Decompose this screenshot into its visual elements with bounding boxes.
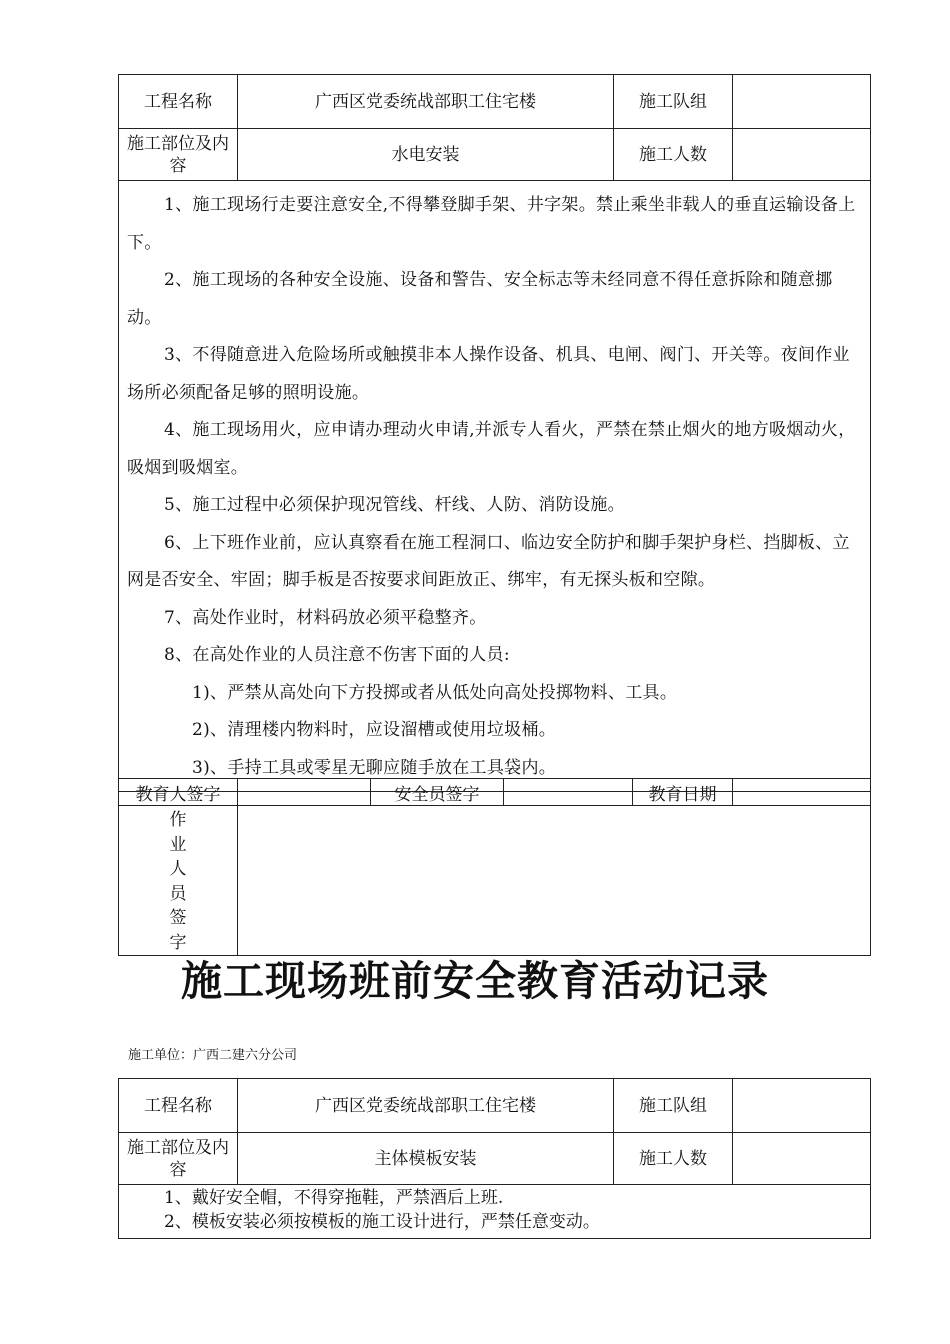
content-item: 7、高处作业时，材料码放必须平稳整齐。 <box>164 607 487 628</box>
content-item: 1、戴好安全帽，不得穿拖鞋，严禁酒后上班. <box>164 1188 504 1208</box>
content-item: 8、在高处作业的人员注意不伤害下面的人员: <box>164 645 510 665</box>
education-content <box>119 181 871 792</box>
part-value: 主体模板安装 <box>238 1133 614 1185</box>
education-date-label: 教育日期 <box>633 779 733 806</box>
content-item: 4、施工现场用火，应申请办理动火申请,并派专人看火，严禁在禁止烟火的地方吸烟动火，吸烟到吸烟室。 <box>127 420 856 478</box>
team-value <box>733 75 871 129</box>
content-item: 3、不得随意进入危险场所或触摸非本人操作设备、机具、电闸、阀门、开关等。夜间作业场所必须配备足够的照明设施。 <box>127 345 850 403</box>
count-value <box>733 129 871 181</box>
count-label: 施工人数 <box>614 1133 733 1185</box>
content-item: 2、模板安装必须按模板的施工设计进行，严禁任意变动。 <box>164 1212 600 1232</box>
content-item: 1、施工现场行走要注意安全,不得攀登脚手架、井字架。禁止乘坐非载人的垂直运输设备上下。 <box>127 195 856 253</box>
count-value <box>733 1133 871 1185</box>
content-item: 2、施工现场的各种安全设施、设备和警告、安全标志等未经同意不得任意拆除和随意挪动。 <box>127 270 833 328</box>
workers-sign-label: 作业人员签字 <box>119 806 238 956</box>
part-label: 施工部位及内容 <box>119 1133 238 1185</box>
record1-table <box>118 74 871 792</box>
project-name: 广西区党委统战部职工住宅楼 <box>238 1079 614 1133</box>
project-name: 广西区党委统战部职工住宅楼 <box>238 75 614 129</box>
content-sub-item: 3)、手持工具或零星无聊应随手放在工具袋内。 <box>192 757 557 778</box>
record2-table <box>118 1078 871 1239</box>
educator-sign-field[interactable] <box>238 779 371 806</box>
safety-officer-sign-field[interactable] <box>504 779 633 806</box>
part-value: 水电安装 <box>238 129 614 181</box>
team-label: 施工队组 <box>614 1079 733 1133</box>
educator-sign-label: 教育人签字 <box>119 779 238 806</box>
signature-table <box>118 778 871 956</box>
page-title: 施工现场班前安全教育活动记录 <box>181 957 769 1005</box>
workers-sign-field[interactable] <box>238 806 871 956</box>
content-sub-item: 2)、清理楼内物料时，应设溜槽或使用垃圾桶。 <box>192 720 557 740</box>
content-item: 5、施工过程中必须保护现况管线、杆线、人防、消防设施。 <box>164 495 625 515</box>
education-date-field[interactable] <box>733 779 871 806</box>
content-item: 6、上下班作业前，应认真察看在施工程洞口、临边安全防护和脚手架护身栏、挡脚板、立网是否安全、牢固；脚手板是否按要求间距放正、绑牢，有无探头板和空隙。 <box>127 532 850 590</box>
safety-officer-sign-label: 安全员签字 <box>371 779 504 806</box>
part-label: 施工部位及内容 <box>119 129 238 181</box>
construction-unit: 施工单位：广西二建六分公司 <box>128 1048 298 1063</box>
project-label: 工程名称 <box>119 1079 238 1133</box>
count-label: 施工人数 <box>614 129 733 181</box>
education-content <box>119 1185 871 1239</box>
project-label: 工程名称 <box>119 75 238 129</box>
content-sub-item: 1)、严禁从高处向下方投掷或者从低处向高处投掷物料、工具。 <box>192 682 678 703</box>
team-value <box>733 1079 871 1133</box>
team-label: 施工队组 <box>614 75 733 129</box>
